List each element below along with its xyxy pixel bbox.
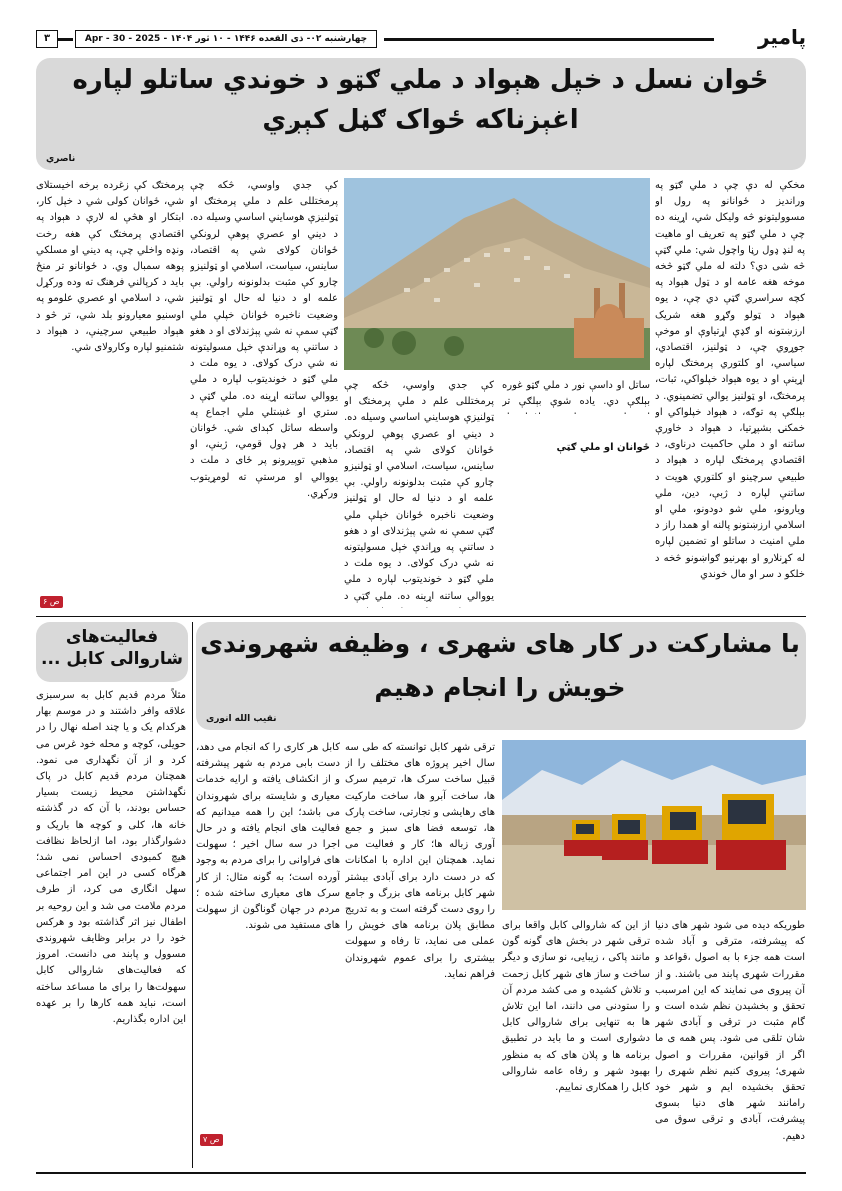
article1-continue-marker: ص ۶ [40, 596, 63, 608]
date-line: چهارشنبه ۰۲- ذی القعده ۱۴۴۶ - ۱۰ ثور ۱۴۰۴ - Apr - 30 - 2025 [75, 30, 377, 48]
header-rule-left [58, 38, 73, 41]
article2-column-2: از این که شاروالی کابل واقعا برای ترقی شهر در بخش های گونه گون مانند پاکی ، زیبایی، نو سازی و دیگر ساخت و ساز های شهر کابل زحمت و تلاش کشیده و می کشد مردم آن را ستودنی می دانند، اما این تلاش ها به تنهایی برای شاروالی کابل دشواری است و ما باید در تطبیق برنامه ها و پلان های که به منظور بهبود شهر و رفاه عامه شاروالی کابل را همکاری نماییم. [502, 920, 650, 1094]
article1-column-3: کې جدي واوسي، څکه چې پرمختللی علم د ملي پرمختګ او ټولنيزې هوسايني اساسي وسيله ده. د ديني او عصري پوهې لرونکي ځوانان کولای شي په اقتصاد، ساينس، سياست، اسلامي او ټولنيزو چارو کې مثبت بدلونونه راولي. بې علمه او د دنيا له حال او ټولنيز وضعيت ناخبره ځوانان خپلې ملي ګټې سمې نه شي پېژندلای او د هغو د ساتنې په وړاندې خپل مسوليتونه نه شي درک کولای. د يوه ملت د ملي ګټو د خونديتوب لپاره د ملي يووالي ساتنه اړينه ده. ملي ګټې د [344, 380, 494, 602]
article2-title-line2: خویش را انجام دهیم [374, 673, 626, 702]
sidebar-title: فعالیت‌های شاروالی کابل ... [41, 627, 183, 670]
page-number: ۳ [36, 30, 58, 48]
article2-byline: نقیب الله انوری [206, 714, 277, 724]
sidebar-divider [192, 622, 193, 1168]
article1-title-line2: اغېزناکه ځواک ګڼل کېږي [262, 105, 579, 135]
article1-column-1: مخکې له دې چې د ملي ګټو په ورانديز د ځوانانو په رول او مسوولیتونو څه وليکل شي، اړينه ده چې د ملي ګټو په تعريف او ماهيت په لنډ ډول رڼا واچول شي: ملي ګټې څه شی دي؟ دلته له ملي ګټو څخه موخه هغه عامه او د ټول هېواد په کچه سراسري ګټې دي چې، د يوه هېواد د ټولو وګړو هغه شريک ارزښتونه او ګډې اړتياوې او موخې جوړوي چې، د ټولنيز، اقتصادي، سياسي، او کلتوري پرمختګ لپاره اړينې او د يوه هېواد خپلواکي، ثبات، پرمختګ، او ټولنيز يوالي تضمينوي. د بېلګې په توګه، د هېواد خپلواکي او خمکنۍ بشپړتيا، د هېواد د خاورې ساتنه او د ملي حاکميت درناوی، د اقتصادي پرمختګ لپاره د هېواد د طبيعي سرچينو او کلتوري هويت د ساتنې لپاره د ژبې، دين، ملي ويارونو، ملي شو دودونو، ملي او اسلامي ارزښتونو پالنه او همدا راز د ملي امنيت د ساتلو او تضمين لپاره له کړنلارو او بهرنيو ګواښونو څخه د خلکو د سر او مال خوندي [655, 180, 805, 580]
article1-subhead: ځوانان او ملي ګټې [556, 442, 650, 453]
article2-column-4: کابل هر کاری را که انجام می دهد، دست بابی مردم به شهر پیشرفته و از انکشاف یافته و ارایه خدمات معیاری و شایسته برای شهروندان می باشد؛ این را همه میدانیم که فعالیت های انجام یافته و در حال اجرا در سه سال اخیر ؛ سهولت های فراوانی را برای مردم به وجود آورده است؛ به گونه مثال: از کار سرک های معیاری ساخته شده ؛ مردم در جهان گوناگون از سهولت های مستفید می شوند. [196, 742, 340, 932]
article2-column-1: طوریکه دیده می شود شهر های دنیا که پیشرفته، مترقی و آباد شده است همه جزء با به اصول ،قواعد و مقررات شهری پابند می باشند. و از آن پیروی می نمایند که این امرسبب تحقق و بخشیدن نظم شده است و گام مثبت در ترقی و آبادی شهر شان تلقی می شود. پس همه ی ما اگر از قوانین، مقررات و اصول شهری؛ پیروی کنیم نظم شهری را تحقق بخشیده ایم و شهر خود رامانند شهر های دنیا بسوی پیشرفت، آبادی و ترقی سوق می دهیم. [655, 920, 805, 1142]
footer-rule [36, 1172, 806, 1174]
article2-title-line1: با مشارکت در کار های شهری ، وظیفه شهروندی [200, 629, 800, 658]
article1-column-5: پرمختګ کې زغرده برخه اخيستلای شي، ځوانان کولی شي د خپل کار، ابتکار او هڅې له لارې د هېواد په اقتصادي پرمختګ کې هغه رخت ونډه واخلي چې، په ديني او مسلکي پوهه سمبال وي. د ځوانانو تر منځ بايد د کرپالني فرهنګ ته وده ورکړل شي، د اسلامي او عصري علومو په اوسنيو معيارونو بلد شي، تر څو د هېواد طبيعي سرچينې، د هېواد د شتمنيو لپاره وکارولای شي. [36, 180, 184, 354]
kabul-hillside-photo [344, 178, 650, 370]
article1-byline: ناصري [46, 154, 76, 164]
article2-continue-marker: ص ۷ [200, 1134, 223, 1146]
road-rollers-illustration [502, 740, 806, 910]
road-construction-photo [502, 740, 806, 910]
article1-column-2a: ساتل او داسې نور د ملي ګټو غوره بېلګې دي. ياده شوې بېلګې تر [502, 380, 650, 408]
sidebar-text: مثلاً مردم قدیم کابل به سرسبزی علاقه وافر داشتند و در موسم بهار هرکدام یک و یا چند اصله نهال را در حویلی، کوچه و محله خود غرس می کرد و از آن نگهداری می نمود. همچنان مردم قدیم کابل در پاک نگهداشتن محیط زیست بسیار حساس بودند، با آن که در گذشته خانه ها، کلی و کوچه ها باریک و دشوارگذار بود، اما ازلحاظ نظافت هیچ کمبودی احساس نمی شد؛ هرگاه کسی در این امر اجتماعی سهل انگاری می کرد، از طرف مردم ملامت می شد و این روحیه بر اطفال نیز اثر گذاشته بود و هرکس خود را در برابر وظایف شهروندی مسوول و پابند می دانست. امروز که فعالیت‌های شاروالی کابل سهولت‌ها را برای ما مساعد ساخته است، نباید همه کارها را بر عهده این اداره بگذاریم. [36, 690, 186, 1026]
kabul-hillside-illustration [344, 178, 650, 370]
section-divider [36, 616, 806, 617]
article2-column-3: ترقی شهر کابل توانسته که طی سه سال اخیر پروژه های مختلف را از قبیل ساخت سرک ها، ترمیم سرک ها، ساخت آبرو ها، ساخت مارکیت های رهایشی و تجارتی، ساخت پارک ها، توسعه فضا های سبز و جمع آوری زباله ها؛ کار و فعالیت می نماید. همچنان این اداره با امکانات که در دست دارد برای آبادی بیشتر شهر کابل برنامه های بزرگ و جامع را روی دست گرفته است و به تدریج مطابق پلان برنامه های خویش را عملی می نماید، تا رفاه و سهولت بیشتری را برای عموم شهروندان فراهم نماید. [345, 742, 495, 980]
article1-title-line1: ځوان نسل د خپل هېواد د ملي ګټو د خوندي ساتلو لپاره [72, 65, 769, 95]
masthead-brand: پامیر [757, 25, 806, 49]
header-rule-right [384, 38, 714, 41]
article1-column-4: کې جدي واوسي، څکه چې پرمختللی علم د ملي پرمختګ او ټولنيزې هوسايني اساسي وسيله ده. د ديني او عصري پوهې لرونکي ځوانان کولای شي په اقتصاد، ساينس، سياست، اسلامي او ټولنيزو چارو کې مثبت بدلونونه راولي. بې علمه او د دنيا له حال او ټولنيز وضعيت ناخبره ځوانان خپلې ملي ګټې سمې نه شي پېژندلای او د هغو د ساتنې په وړاندې خپل مسوليتونه نه شي درک کولای. د يوه ملت د ملي ګټو د خونديتوب لپاره د ملي يووالي ساتنه اړينه ده. ملي ګټې د ستري او غښتلي ملي اجماع په واسطه ساتل کېدای شي. ځوانان بايد د هر ډول قومي، ژبنې، او مذهبي توپيرونو پر ځای د ملت د يووالي او مرستې ته لومړيتوب ورکړي. [190, 180, 338, 499]
